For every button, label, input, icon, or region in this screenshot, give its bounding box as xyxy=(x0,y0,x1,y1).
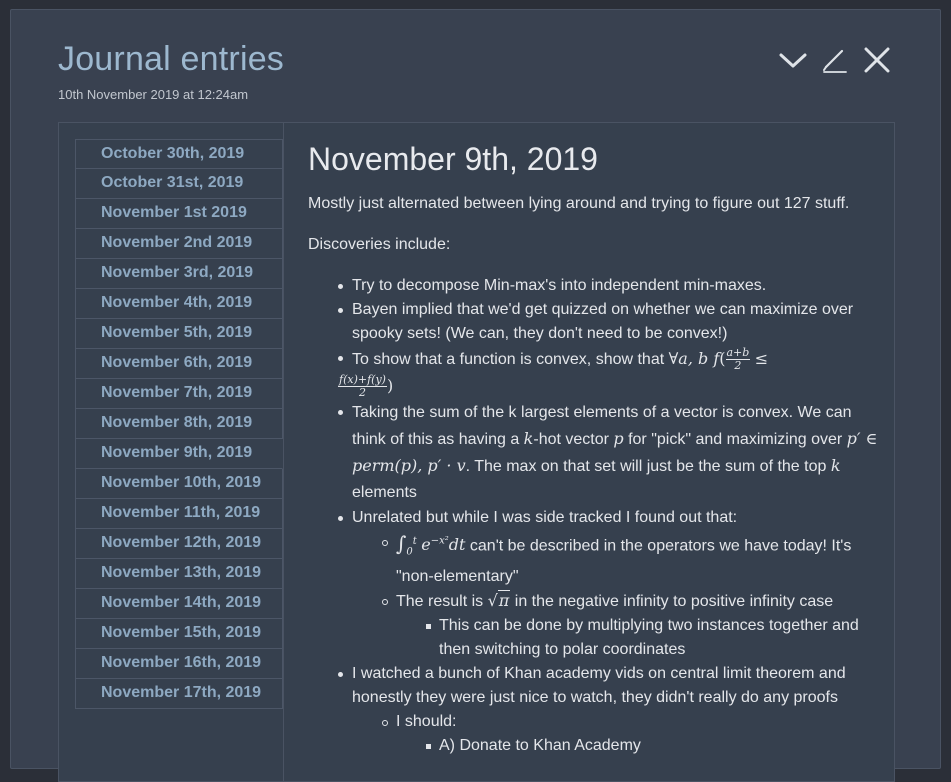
sidebar-entry-link[interactable]: October 31st, 2019 xyxy=(75,169,283,199)
toolbar xyxy=(775,44,901,76)
collapse-button[interactable] xyxy=(775,44,811,76)
entry-intro: Mostly just alternated between lying around and trying to figure out 127 stuff. xyxy=(308,195,850,212)
sidebar-entry-link[interactable]: November 8th, 2019 xyxy=(75,409,283,439)
chevron-down-icon xyxy=(778,50,808,70)
edit-button[interactable] xyxy=(817,44,853,76)
close-icon xyxy=(862,45,892,75)
entry-title: November 9th, 2019 xyxy=(308,141,598,177)
list-item: Try to decompose Min-max's into independent min-maxes. xyxy=(338,274,878,298)
sidebar-entry-link[interactable]: November 7th, 2019 xyxy=(75,379,283,409)
sidebar-entry-link[interactable]: October 30th, 2019 xyxy=(75,139,283,169)
sidebar-entry-link[interactable]: November 6th, 2019 xyxy=(75,349,283,379)
list-item: I watched a bunch of Khan academy vids on central limit theorem and honestly they were just nice to watch, they didn't really do any proofs I should: A) Donate to Khan Academy xyxy=(338,662,878,758)
sidebar-entry-link[interactable]: November 17th, 2019 xyxy=(75,679,283,709)
list-item: The result is √π in the negative infinity to positive infinity case This can be done by multiplying two instances together and then switching to polar coordinates xyxy=(382,589,878,662)
entry-sidebar xyxy=(59,123,284,781)
sidebar-entry-link[interactable]: November 3rd, 2019 xyxy=(75,259,283,289)
sidebar-entry-link[interactable]: November 10th, 2019 xyxy=(75,469,283,499)
sidebar-entry-link[interactable]: November 1st 2019 xyxy=(75,199,283,229)
sidebar-entry-link[interactable]: November 2nd 2019 xyxy=(75,229,283,259)
sidebar-entry-link[interactable]: November 12th, 2019 xyxy=(75,529,283,559)
entry-timestamp: 10th November 2019 at 12:24am xyxy=(58,87,249,102)
page-title: Journal entries xyxy=(58,40,285,78)
journal-window xyxy=(10,9,941,769)
list-item: A) Donate to Khan Academy xyxy=(426,734,878,758)
sidebar-entry-link[interactable]: November 15th, 2019 xyxy=(75,619,283,649)
journal-panel xyxy=(58,122,895,782)
sidebar-entry-link[interactable]: November 14th, 2019 xyxy=(75,589,283,619)
discoveries-heading: Discoveries include: xyxy=(308,236,451,253)
list-item: I should: A) Donate to Khan Academy xyxy=(382,710,878,758)
list-item: Taking the sum of the k largest elements of a vector is convex. We can think of this as having a k-hot vector p for "pick" and maximizing over p′ ∈ perm(p), p′ · v. The max on that set will just be the sum of the top k elements xyxy=(338,400,878,506)
list-item: Unrelated but while I was side tracked I found out that: $\int_0^t$ $e^{-x^2}dt$ can't be described in the operators we have today! It's "non-elementary" The result is √π in the negative infinity to positive infinity case This can be done by multiplying two instances together and then switching to polar coordinates xyxy=(338,506,878,662)
pencil-icon xyxy=(820,45,850,75)
list-item: $\int_0^t$ $e^{-x^2}dt$ can't be described in the operators we have today! It's "non-elementary" xyxy=(382,530,878,589)
list-item: To show that a function is convex, show that ∀a, b f( $\frac{a+b}{2}$ ≤ $\frac{f(x)+f(y)}{2}$ ) xyxy=(338,346,878,400)
entry-content xyxy=(308,139,878,758)
list-item: This can be done by multiplying two instances together and then switching to polar coordinates xyxy=(426,614,878,662)
list-item: Bayen implied that we'd get quizzed on whether we can maximize over spooky sets! (We can, they don't need to be convex!) xyxy=(338,298,878,346)
sidebar-entry-link[interactable]: November 11th, 2019 xyxy=(75,499,283,529)
sidebar-entry-link[interactable]: November 9th, 2019 xyxy=(75,439,283,469)
sidebar-entry-link[interactable]: November 13th, 2019 xyxy=(75,559,283,589)
sidebar-entry-link[interactable]: November 5th, 2019 xyxy=(75,319,283,349)
sidebar-entry-link[interactable]: November 16th, 2019 xyxy=(75,649,283,679)
discoveries-list xyxy=(308,274,878,758)
sidebar-entry-link[interactable]: November 4th, 2019 xyxy=(75,289,283,319)
close-button[interactable] xyxy=(859,44,895,76)
entry-list xyxy=(75,139,283,709)
